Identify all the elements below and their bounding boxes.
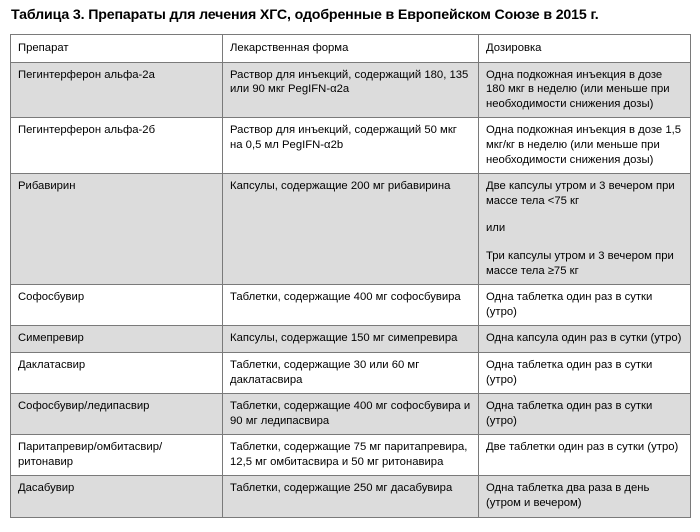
cell-drug-name [11, 435, 223, 476]
cell-paragraph: Одна таблетка два раза в день (утром и вечером) [486, 482, 650, 510]
column-header-dose: Дозировка [479, 35, 691, 63]
table-row [11, 285, 691, 326]
cell-paragraph: Капсулы, содержащие 200 мг рибавирина [230, 180, 451, 193]
cell-paragraph: Две капсулы утром и 3 вечером при массе тела <75 кг [486, 180, 675, 207]
cell-dosage [479, 174, 691, 285]
table-row [11, 352, 691, 393]
cell-dosage [479, 285, 691, 326]
table-header-row [11, 35, 691, 63]
table-caption: Таблица 3. Препараты для лечения ХГС, одобренные в Европейском Союзе в 2015 г. [11, 7, 599, 23]
cell-paragraph: Одна подкожная инъекция в дозе 180 мкг в неделю (или меньше при необходимости снижения дозы) [486, 68, 670, 110]
cell-paragraph: Таблетки, содержащие 400 мг софосбувира [230, 291, 461, 304]
cell-dosage [479, 62, 691, 118]
cell-paragraph: Три капсулы утром и 3 вечером при массе тела ≥75 кг [486, 249, 674, 277]
cell-paragraph: Капсулы, содержащие 150 мг симепревира [230, 332, 458, 345]
cell-dosage [479, 326, 691, 353]
cell-paragraph: Раствор для инъекций, содержащий 180, 135 или 90 мкг PegIFN-α2a [230, 68, 469, 96]
cell-paragraph: Рибавирин [18, 180, 76, 193]
cell-paragraph: Раствор для инъекций, содержащий 50 мкг на 0,5 мл PegIFN-α2b [230, 124, 457, 151]
table-row [11, 394, 691, 435]
drug-table [10, 34, 691, 518]
cell-paragraph: Дасабувир [18, 482, 75, 495]
cell-paragraph: Две таблетки один раз в сутки (утро) [486, 441, 679, 454]
cell-dosage-form [223, 174, 479, 285]
cell-drug-name [11, 352, 223, 393]
cell-paragraph: Даклатасвир [18, 358, 86, 371]
table-body [11, 62, 691, 517]
cell-drug-name [11, 62, 223, 118]
cell-dosage-form [223, 326, 479, 353]
table-row [11, 62, 691, 118]
cell-drug-name [11, 326, 223, 353]
cell-paragraph: или [486, 222, 506, 235]
cell-dosage [479, 435, 691, 476]
cell-dosage-form [223, 394, 479, 435]
cell-dosage [479, 352, 691, 393]
cell-dosage-form [223, 285, 479, 326]
cell-drug-name [11, 394, 223, 435]
cell-drug-name [11, 476, 223, 517]
cell-paragraph: Пегинтерферон альфа-2а [18, 68, 155, 81]
cell-dosage [479, 118, 691, 174]
table-row [11, 174, 691, 285]
cell-paragraph: Таблетки, содержащие 400 мг софосбувира и 90 мг ледипасвира [230, 400, 471, 427]
cell-paragraph: Одна таблетка один раз в сутки (утро) [486, 400, 653, 427]
cell-dosage-form [223, 352, 479, 393]
cell-paragraph: Одна капсула один раз в сутки (утро) [486, 332, 682, 345]
cell-paragraph: Софосбувир [18, 291, 85, 304]
cell-paragraph: Таблетки, содержащие 30 или 60 мг даклатасвира [230, 358, 420, 386]
cell-drug-name [11, 174, 223, 285]
cell-paragraph: Таблетки, содержащие 75 мг паритапревира, 12,5 мг омбитасвира и 50 мг ритонавира [230, 441, 468, 468]
cell-dosage-form [223, 435, 479, 476]
cell-paragraph: Одна подкожная инъекция в дозе 1,5 мкг/кг в неделю (или меньше при необходимости снижения дозы) [486, 124, 682, 166]
cell-dosage-form [223, 118, 479, 174]
column-header-form: Лекарственная форма [223, 35, 479, 63]
cell-drug-name [11, 118, 223, 174]
table-row [11, 118, 691, 174]
cell-paragraph: Одна таблетка один раз в сутки (утро) [486, 291, 653, 318]
cell-paragraph: Таблетки, содержащие 250 мг дасабувира [230, 482, 453, 495]
table-header [11, 35, 691, 63]
table-row [11, 476, 691, 517]
cell-dosage [479, 394, 691, 435]
cell-paragraph: Симепревир [18, 332, 84, 345]
cell-paragraph: Одна таблетка один раз в сутки (утро) [486, 358, 653, 386]
column-header-drug: Препарат [11, 35, 223, 63]
table-row [11, 326, 691, 353]
cell-paragraph: Пегинтерферон альфа-2б [18, 124, 156, 137]
cell-drug-name [11, 285, 223, 326]
cell-paragraph: Софосбувир/ледипасвир [18, 400, 150, 413]
table-row [11, 435, 691, 476]
cell-dosage [479, 476, 691, 517]
cell-paragraph: Паритапревир/омбитасвир/ ритонавир [18, 441, 163, 468]
cell-dosage-form [223, 62, 479, 118]
cell-dosage-form [223, 476, 479, 517]
